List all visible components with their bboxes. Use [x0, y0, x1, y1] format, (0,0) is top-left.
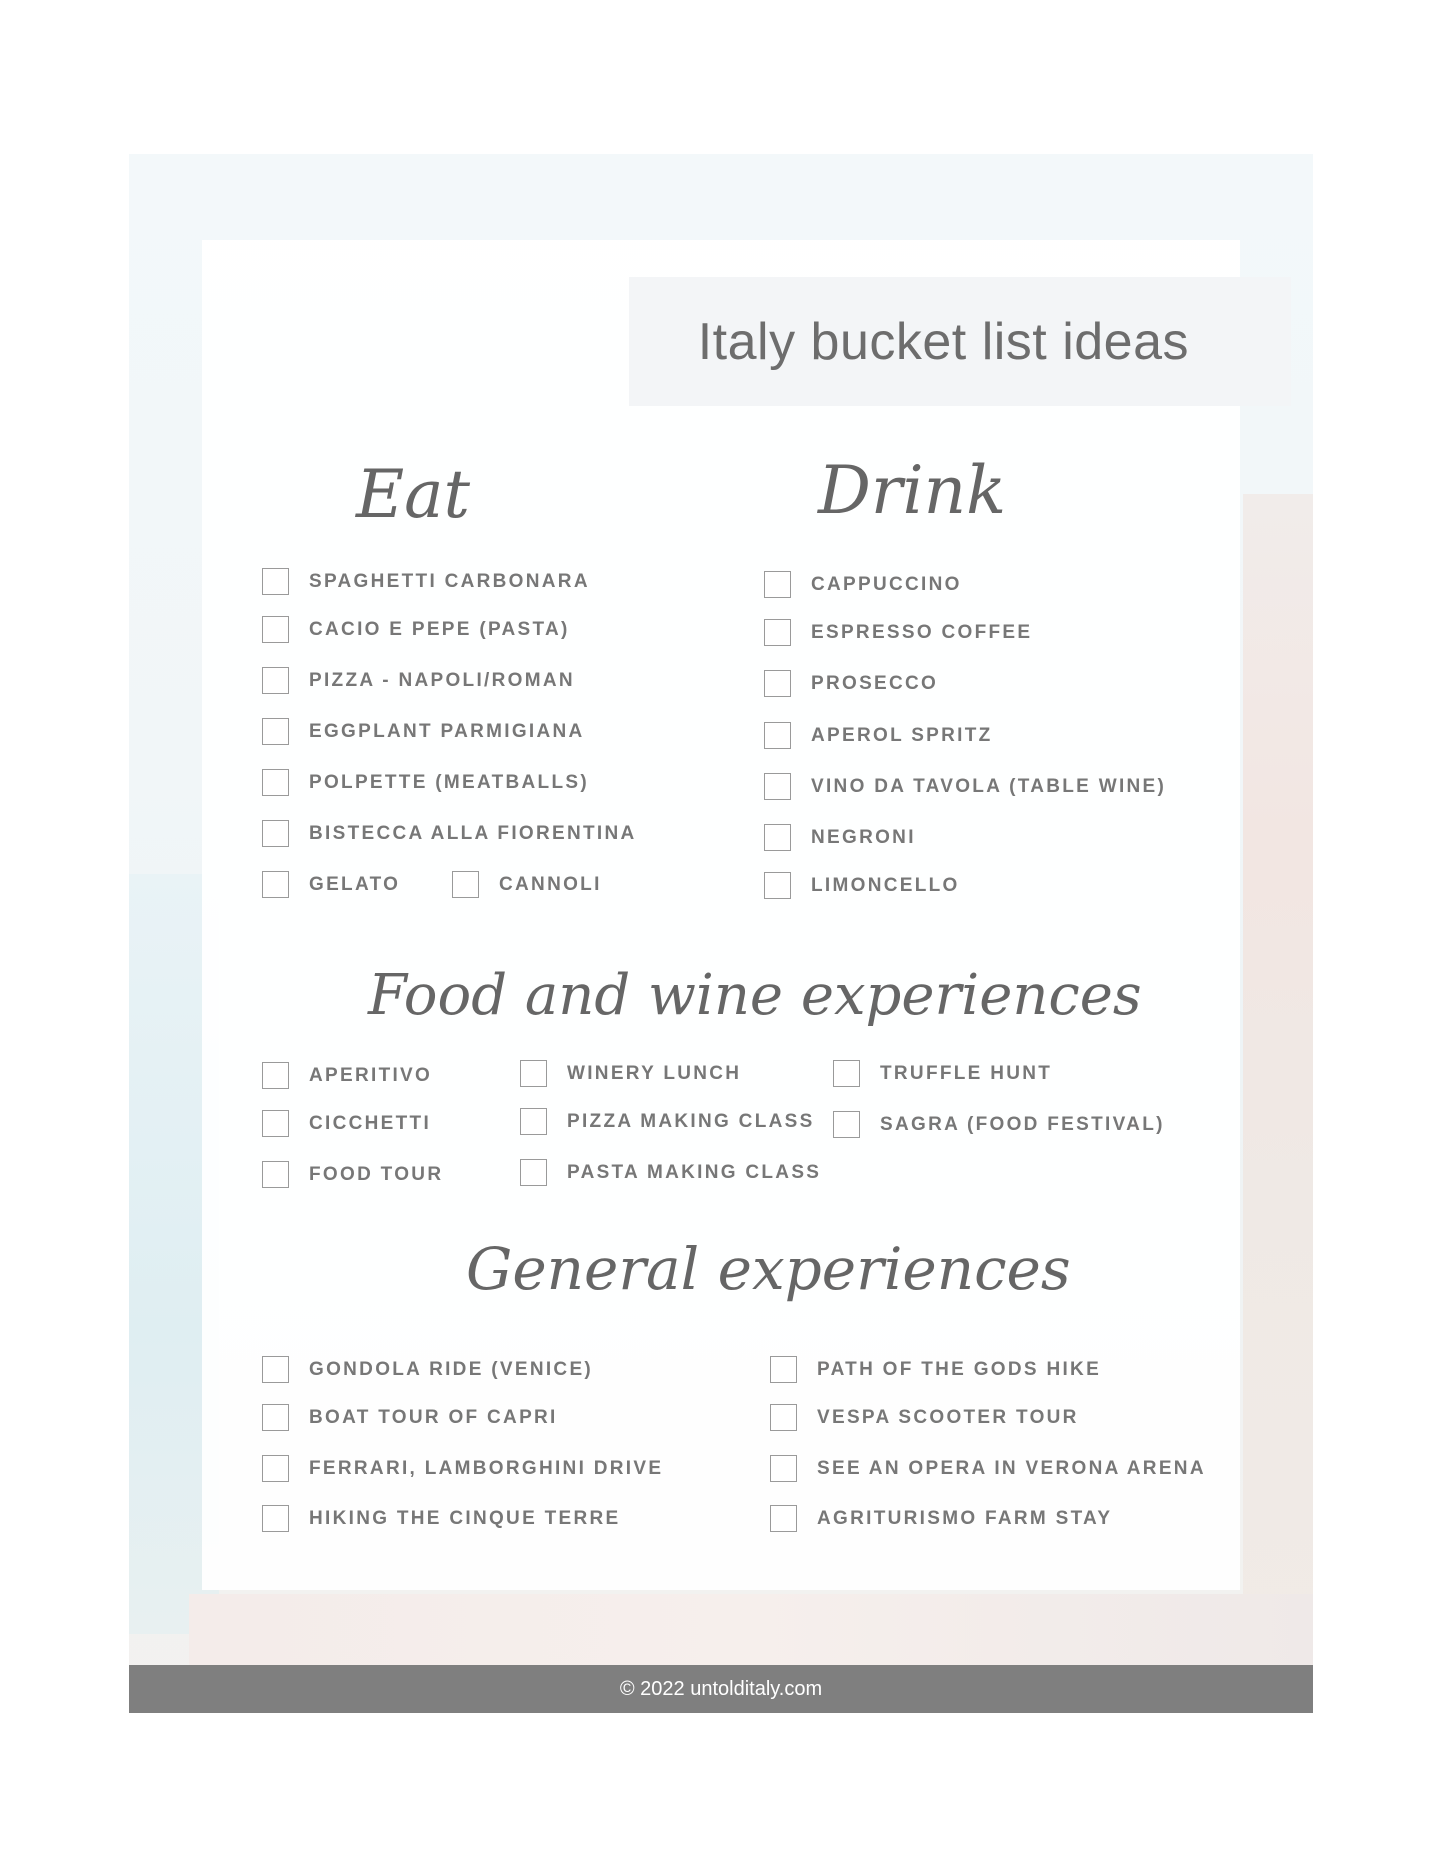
bottom-buildings [189, 1594, 1313, 1669]
drink-heading: Drink [818, 452, 1007, 529]
footer-bar [129, 1665, 1313, 1713]
checkbox[interactable] [262, 1455, 289, 1482]
checklist-item[interactable] [770, 1505, 1112, 1532]
checklist-item[interactable] [764, 773, 1166, 800]
item-label: FOOD TOUR [309, 1163, 444, 1185]
checklist-item[interactable] [770, 1356, 1101, 1383]
item-label: VINO DA TAVOLA (TABLE WINE) [811, 775, 1167, 797]
item-label: APEROL SPRITZ [811, 724, 993, 746]
checkbox[interactable] [770, 1455, 797, 1482]
item-label: SAGRA (FOOD FESTIVAL) [880, 1113, 1165, 1135]
checkbox[interactable] [764, 619, 791, 646]
item-label: APERITIVO [309, 1064, 433, 1086]
item-label: NEGRONI [811, 826, 916, 848]
item-label: CANNOLI [499, 873, 602, 895]
footer-copyright: © 2022 untolditaly.com [619, 1677, 823, 1700]
checkbox[interactable] [262, 871, 289, 898]
checklist-item[interactable] [262, 667, 575, 694]
checklist-item[interactable] [520, 1159, 821, 1186]
item-label: FERRARI, LAMBORGHINI DRIVE [309, 1457, 664, 1479]
checklist-item[interactable] [262, 1062, 432, 1089]
checklist-item[interactable] [520, 1060, 741, 1087]
checkbox[interactable] [262, 769, 289, 796]
item-label: CACIO E PEPE (PASTA) [309, 618, 570, 640]
checkbox[interactable] [262, 1356, 289, 1383]
checklist-item[interactable] [764, 872, 960, 899]
checkbox[interactable] [520, 1060, 547, 1087]
item-label: VESPA SCOOTER TOUR [817, 1406, 1079, 1428]
checklist-item[interactable] [520, 1108, 815, 1135]
checklist-item[interactable] [262, 1455, 663, 1482]
item-label: PASTA MAKING CLASS [567, 1161, 822, 1183]
item-label: AGRITURISMO FARM STAY [817, 1507, 1113, 1529]
item-label: PIZZA MAKING CLASS [567, 1110, 815, 1132]
item-label: SPAGHETTI CARBONARA [309, 570, 590, 592]
item-label: HIKING THE CINQUE TERRE [309, 1507, 621, 1529]
item-label: PIZZA - NAPOLI/ROMAN [309, 669, 575, 691]
item-label: BOAT TOUR OF CAPRI [309, 1406, 558, 1428]
checkbox[interactable] [262, 667, 289, 694]
checkbox[interactable] [764, 872, 791, 899]
item-label: POLPETTE (MEATBALLS) [309, 771, 589, 793]
checklist-item[interactable] [262, 568, 590, 595]
checklist-item[interactable] [764, 619, 1032, 646]
food-wine-heading: Food and wine experiences [368, 963, 1142, 1028]
checklist-item[interactable] [833, 1111, 1165, 1138]
checkbox[interactable] [764, 670, 791, 697]
checklist-item[interactable] [262, 718, 585, 745]
checkbox[interactable] [262, 1062, 289, 1089]
checklist-item[interactable] [262, 1356, 593, 1383]
item-label: BISTECCA ALLA FIORENTINA [309, 822, 637, 844]
checkbox[interactable] [262, 568, 289, 595]
item-label: SEE AN OPERA IN VERONA ARENA [817, 1457, 1206, 1479]
item-label: CICCHETTI [309, 1112, 432, 1134]
checkbox[interactable] [764, 571, 791, 598]
town-buildings [1243, 494, 1313, 1654]
checkbox[interactable] [770, 1505, 797, 1532]
item-label: WINERY LUNCH [567, 1062, 742, 1084]
item-label: TRUFFLE HUNT [880, 1062, 1053, 1084]
item-label: PATH OF THE GODS HIKE [817, 1358, 1102, 1380]
checkbox[interactable] [262, 1505, 289, 1532]
checkbox[interactable] [262, 718, 289, 745]
checklist-item[interactable] [262, 769, 589, 796]
checklist-item[interactable] [262, 1505, 621, 1532]
item-label: EGGPLANT PARMIGIANA [309, 720, 585, 742]
checklist-item[interactable] [452, 871, 602, 898]
checklist-item[interactable] [262, 1110, 431, 1137]
checklist-item[interactable] [764, 824, 916, 851]
item-label: PROSECCO [811, 672, 939, 694]
checklist-item[interactable] [262, 871, 400, 898]
content-card [202, 240, 1240, 1590]
checklist-item[interactable] [770, 1404, 1079, 1431]
general-heading: General experiences [466, 1235, 1071, 1303]
checkbox[interactable] [764, 773, 791, 800]
checkbox[interactable] [770, 1356, 797, 1383]
item-label: ESPRESSO COFFEE [811, 621, 1033, 643]
checklist-item[interactable] [764, 670, 938, 697]
checklist-item[interactable] [770, 1455, 1206, 1482]
checkbox[interactable] [833, 1111, 860, 1138]
item-label: GONDOLA RIDE (VENICE) [309, 1358, 594, 1380]
checkbox[interactable] [770, 1404, 797, 1431]
page-title: Italy bucket list ideas [697, 312, 1189, 371]
checklist-item[interactable] [764, 722, 993, 749]
checklist-item[interactable] [262, 820, 637, 847]
checklist-item[interactable] [833, 1060, 1052, 1087]
checkbox[interactable] [262, 1404, 289, 1431]
eat-heading: Eat [356, 456, 471, 533]
checkbox[interactable] [764, 824, 791, 851]
checkbox[interactable] [520, 1108, 547, 1135]
item-label: CAPPUCCINO [811, 573, 962, 595]
checklist-item[interactable] [764, 571, 962, 598]
item-label: GELATO [309, 873, 401, 895]
checkbox[interactable] [262, 1161, 289, 1188]
checkbox[interactable] [262, 820, 289, 847]
item-label: LIMONCELLO [811, 874, 960, 896]
checkbox[interactable] [520, 1159, 547, 1186]
checkbox[interactable] [262, 616, 289, 643]
checklist-item[interactable] [262, 1404, 558, 1431]
checkbox[interactable] [833, 1060, 860, 1087]
checkbox[interactable] [452, 871, 479, 898]
checkbox[interactable] [262, 1110, 289, 1137]
checkbox[interactable] [764, 722, 791, 749]
checklist-item[interactable] [262, 1161, 443, 1188]
checklist-item[interactable] [262, 616, 570, 643]
